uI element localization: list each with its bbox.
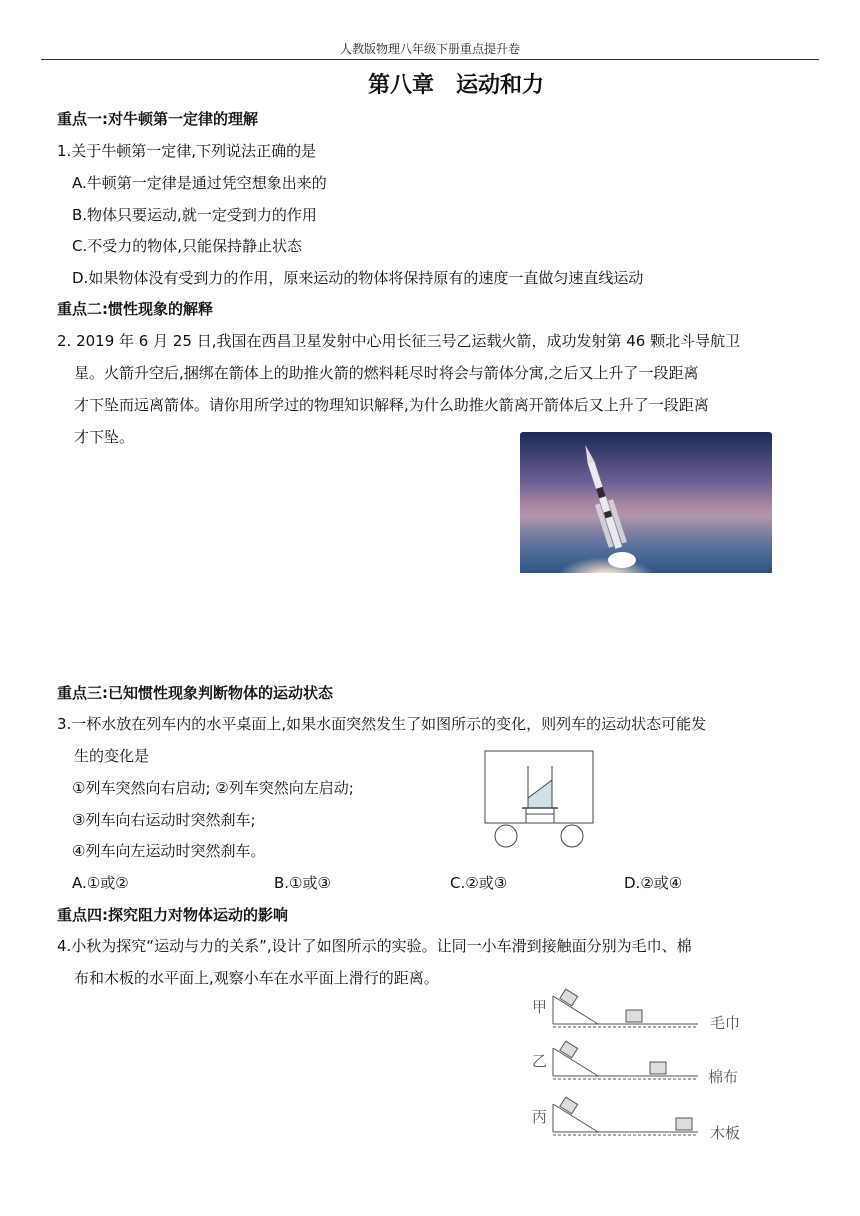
chapter-number: 第八章 — [367, 73, 434, 98]
question-4-line-2: 布和木板的水平面上,观察小车在水平面上滑行的距离。 — [74, 969, 439, 987]
choice-3a: A.①或② — [72, 874, 129, 892]
question-4-line-1: 4.小秋为探究“运动与力的关系”,设计了如图所示的实验。让同一小车滑到接触面分别为毛巾、棉 — [57, 937, 692, 955]
option-1d: D.如果物体没有受到力的作用，原来运动的物体将保持原有的速度一直做匀速直线运动 — [72, 269, 644, 287]
inclined-plane-figure — [528, 978, 778, 1148]
question-3-line-2: 生的变化是 — [74, 747, 150, 765]
question-1: 1.关于牛顿第一定律,下列说法正确的是 — [57, 142, 317, 160]
choice-3d: D.②或④ — [624, 874, 683, 892]
train-cup-diagram — [480, 748, 600, 852]
statement-3-2: ③列车向右运动时突然刹车; — [72, 811, 256, 829]
row-3-label-right: 木板 — [710, 1124, 741, 1142]
setup-row-1 — [532, 989, 740, 1032]
row-3-label-left: 丙 — [532, 1108, 548, 1126]
choice-3b: B.①或③ — [274, 874, 331, 892]
rocket-launch-image — [520, 432, 772, 573]
question-2-line-3: 才下坠而远离箭体。请你用所学过的物理知识解释,为什么助推火箭离开箭体后又上升了一段距离 — [74, 396, 709, 414]
header-rule — [41, 59, 819, 60]
question-2-line-4: 才下坠。 — [74, 428, 135, 446]
option-1a: A.牛顿第一定律是通过凭空想象出来的 — [72, 174, 327, 192]
setup-row-2 — [532, 1041, 738, 1086]
running-header: 人教版物理八年级下册重点提升卷 — [339, 42, 520, 56]
section-heading-4: 重点四:探究阻力对物体运动的影响 — [57, 906, 289, 924]
chapter-name: 运动和力 — [456, 73, 545, 98]
section-heading-1: 重点一:对牛顿第一定律的理解 — [57, 110, 258, 128]
option-1c: C.不受力的物体,只能保持静止状态 — [72, 237, 303, 255]
question-3-line-1: 3.一杯水放在列车内的水平桌面上,如果水面突然发生了如图所示的变化，则列车的运动状态可能发 — [57, 715, 707, 733]
section-heading-3: 重点三:已知惯性现象判断物体的运动状态 — [57, 684, 334, 702]
chapter-title — [0, 68, 860, 99]
question-2-line-1: 2. 2019 年 6 月 25 日,我国在西昌卫星发射中心用长征三号乙运载火箭，成功发射第 46 颗北斗导航卫 — [57, 332, 741, 350]
row-2-label-right: 棉布 — [708, 1068, 739, 1086]
statement-3-1: ①列车突然向右启动; ②列车突然向左启动; — [72, 779, 354, 797]
row-1-label-left: 甲 — [532, 998, 548, 1016]
statement-3-3: ④列车向左运动时突然刹车。 — [72, 842, 266, 860]
choice-3c: C.②或③ — [450, 874, 508, 892]
question-2-line-2: 星。火箭升空后,捆绑在箭体上的助推火箭的燃料耗尽时将会与箭体分寓,之后又上升了一段距离 — [74, 364, 699, 382]
section-heading-2: 重点二:惯性现象的解释 — [57, 300, 213, 318]
row-1-label-right: 毛巾 — [710, 1014, 741, 1032]
setup-row-3 — [532, 1097, 740, 1142]
option-1b: B.物体只要运动,就一定受到力的作用 — [72, 206, 317, 224]
row-2-label-left: 乙 — [532, 1052, 548, 1070]
